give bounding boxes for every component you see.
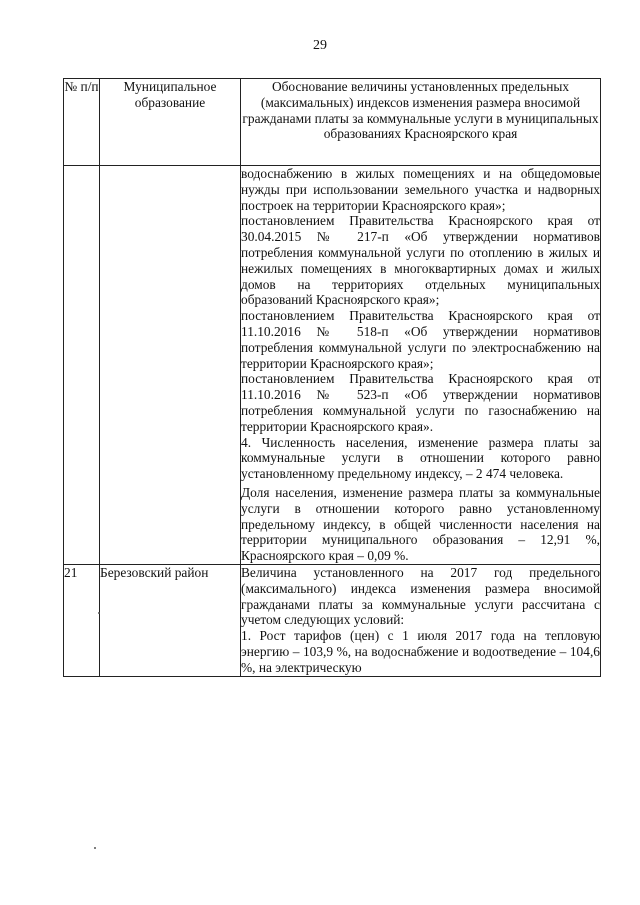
municipality-cell: Березовский район (100, 564, 241, 676)
header-number: № п/п (64, 79, 100, 166)
table-row (64, 564, 601, 676)
paragraph: Величина установленного на 2017 год предельного (максимального) индекса изменения размера вносимой гражданами платы за коммунальные услуги рассчитана с учетом следующих условий: (241, 564, 600, 628)
paragraph: постановлением Правительства Красноярского края от 11.10.2016 № 518-п «Об утверждении нормативов потребления коммунальной услуги по электроснабжению на территории Красноярского края»; (241, 308, 600, 371)
justification-cell (241, 166, 601, 565)
page-number: 29 (313, 38, 327, 53)
paragraph: Доля населения, изменение размера платы за коммунальные услуги в отношении которого равно установленному предельному индексу, в общей численности населения на территории муниципального образования – 12,91 %, Красноярского края – 0,09 %. (241, 484, 600, 564)
paragraph: постановлением Правительства Красноярского края от 30.04.2015 № 217-п «Об утверждении нормативов потребления коммунальной услуги по отоплению в жилых и нежилых помещениях в многоквартирных домах и жилых домов на территориях отдельных муниципальных образований Красноярского края»; (241, 213, 600, 308)
paragraph: 4. Численность населения, изменение размера платы за коммунальные услуги в отношении которого равно установленному предельному индексу, – 2 474 человека. (241, 434, 600, 482)
justification-cell (241, 564, 601, 676)
header-municipality: Муниципальное образование (100, 79, 241, 166)
municipality-cell (100, 166, 241, 565)
paragraph: постановлением Правительства Красноярского края от 11.10.2016 № 523-п «Об утверждении нормативов потребления коммунальной услуги по газоснабжению на территории Красноярского края». (241, 371, 600, 434)
paragraph: 1. Рост тарифов (цен) с 1 июля 2017 года на тепловую энергию – 103,9 %, на водоснабжение и водоотведение – 104,6 %, на электрическую (241, 628, 600, 675)
paragraph: водоснабжению в жилых помещениях и на общедомовые нужды при использовании земельного участка и надворных построек на территории Красноярского края»; (241, 166, 600, 213)
row-number-cell: 21 (64, 564, 100, 676)
scan-speck (98, 612, 100, 614)
row-number-cell (64, 166, 100, 565)
table-row (64, 166, 601, 565)
scan-speck (94, 847, 96, 849)
table-header-row (64, 79, 601, 166)
indices-table (63, 78, 601, 677)
header-justification: Обоснование величины установленных предельных (максимальных) индексов изменения размера вносимой гражданами платы за коммунальные услуги в муниципальных образованиях Красноярского края (241, 79, 601, 166)
